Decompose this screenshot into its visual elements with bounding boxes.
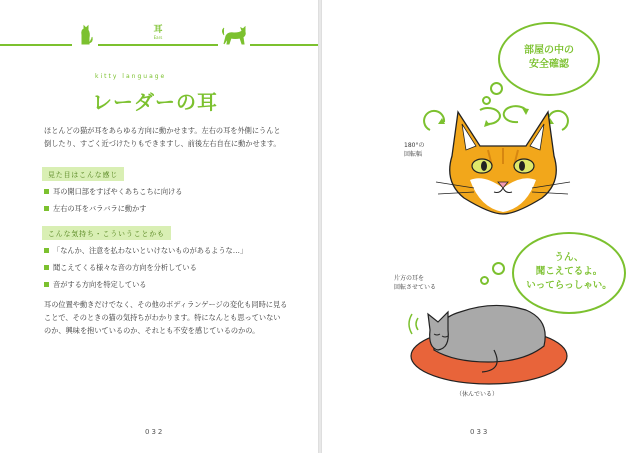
bubble-line: 安全確認 [529,59,569,70]
resting-caption: （休んでいる） [456,391,499,398]
page-number: 032 [145,428,165,436]
intro-line: 倒したり、すごく近づけたりもできますし、前後左右自在に動かせます。 [44,139,281,148]
list-item: 耳の開口部をすばやくあちこちに向ける [44,187,182,197]
bubble-line: 部屋の中の [524,45,574,56]
section-heading-appearance: 見た目はこんな感じ [42,167,124,181]
closing-line: ことで、そのときの猫の気持ちがわかります。特になんとも思っていない [44,313,281,322]
page-title: レーダーの耳 [92,90,218,114]
right-page [322,0,640,453]
label-line: 片方の耳を [394,275,425,282]
page-number: 033 [470,428,490,436]
intro-line: ほとんどの猫が耳をあらゆる方向に動かせます。左右の耳を外側にうんと [44,126,281,135]
walking-cat-icon [220,26,248,46]
section-kicker: kitty language [95,73,167,80]
list-item: 左右の耳をバラバラに動かす [44,204,146,214]
chapter-subtitle: Ears [153,35,163,40]
list-item: 「なんか、注意を払わないといけないものがあるような…」 [44,246,247,256]
closing-line: のか、興味を抱いているのか、それとも不安を感じているのかの。 [44,326,260,335]
chapter-kanji: 耳 [153,25,163,35]
thought-dot [492,262,505,275]
bubble-line: 聞こえてるよ。 [535,266,603,277]
sleeping-cat-illustration [404,290,574,390]
speech-bubble-safety-check [498,22,600,96]
rotation-label [404,141,424,159]
list-item: 聞こえてくる様々な音の方向を分析している [44,263,197,273]
list-item: 音がする方向を特定している [44,280,146,290]
closing-paragraph [44,298,310,337]
header-rule-right [250,44,318,46]
header-rule-middle [98,44,218,46]
header-rule-left [0,44,72,46]
closing-line: 耳の位置や動きだけでなく、その他のボディランゲージの変化も同時に見る [44,300,288,309]
label-line: 回転幅 [404,151,423,158]
label-line: 回転させている [394,284,437,291]
thought-dot [480,276,489,285]
left-page [0,0,318,453]
label-line: 180°の [404,142,425,149]
sitting-cat-icon [76,24,94,46]
bubble-line: いってらっしゃい。 [526,280,612,291]
orange-cat-face-illustration [430,102,576,220]
intro-paragraph [44,124,310,150]
bubble-line: うん、 [554,252,584,263]
section-heading-feelings: こんな気持ち・こういうことかも [42,226,171,240]
